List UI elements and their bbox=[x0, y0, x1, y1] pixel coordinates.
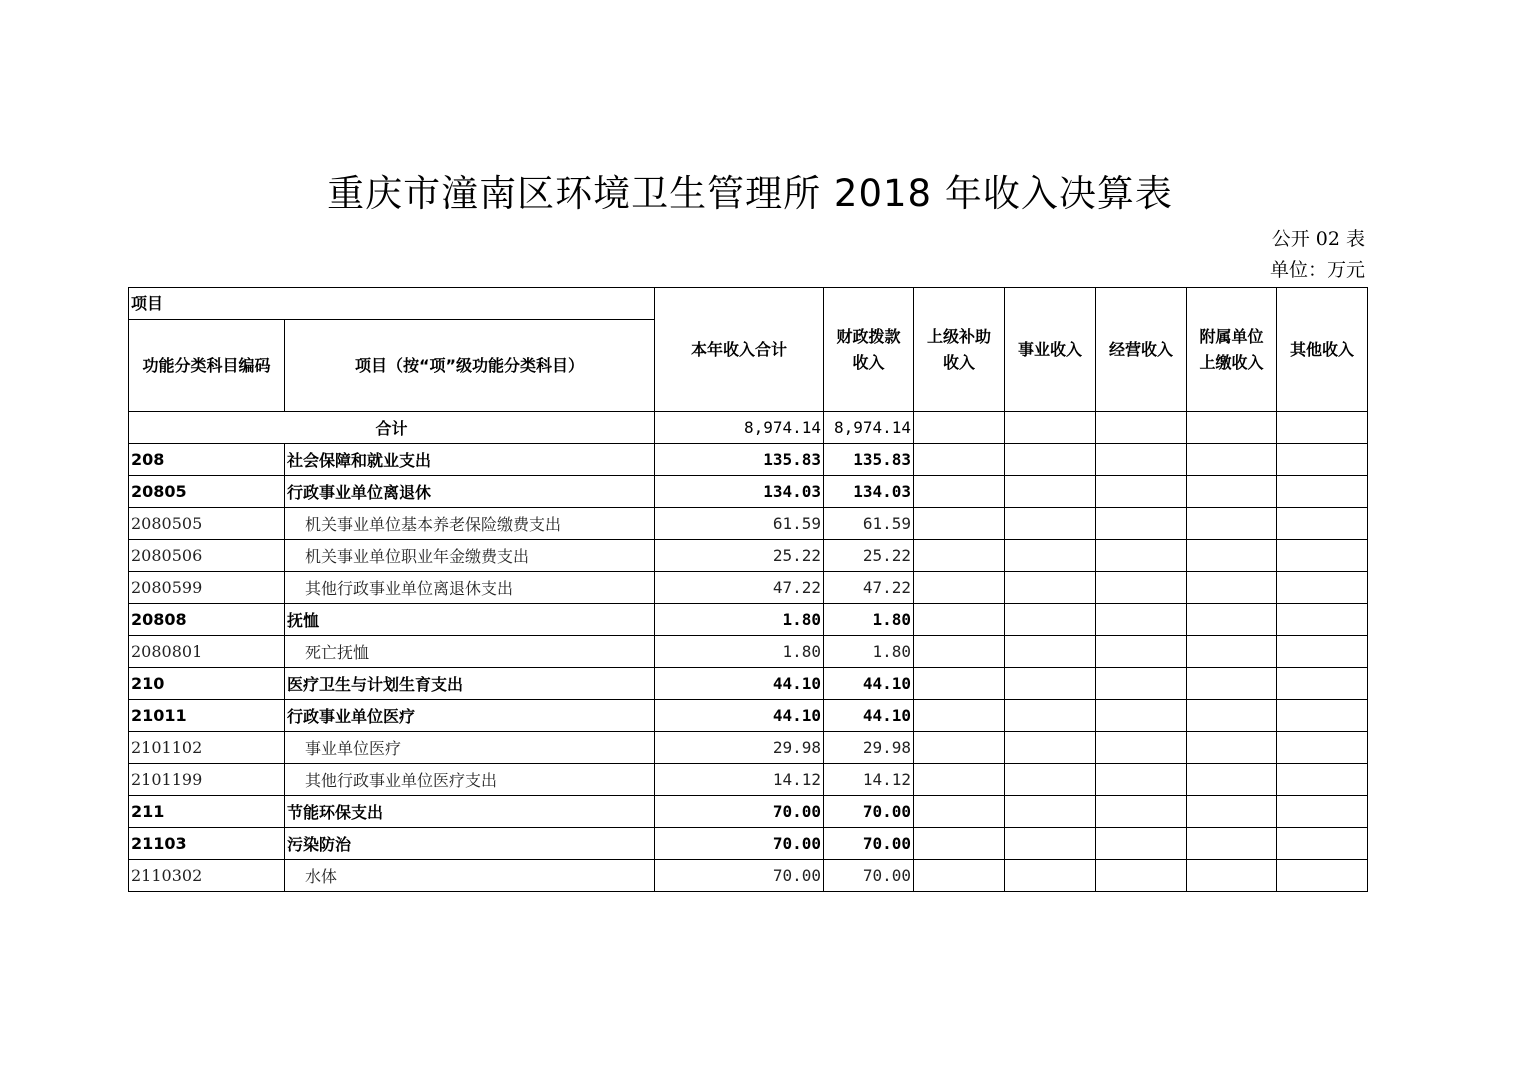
row-total-income: 1.80 bbox=[655, 604, 824, 636]
empty-cell bbox=[1187, 700, 1277, 732]
row-total-income: 14.12 bbox=[655, 764, 824, 796]
header-affiliated-line2: 上缴收入 bbox=[1199, 352, 1264, 372]
table-row bbox=[129, 444, 1368, 476]
row-fiscal: 135.83 bbox=[824, 444, 914, 476]
empty-cell bbox=[1096, 668, 1187, 700]
row-fiscal: 70.00 bbox=[824, 828, 914, 860]
row-fiscal: 1.80 bbox=[824, 604, 914, 636]
empty-cell bbox=[1096, 764, 1187, 796]
row-total-income: 29.98 bbox=[655, 732, 824, 764]
empty-cell bbox=[1277, 540, 1368, 572]
table-row bbox=[129, 700, 1368, 732]
empty-cell bbox=[1187, 444, 1277, 476]
table-row bbox=[129, 508, 1368, 540]
row-fiscal: 61.59 bbox=[824, 508, 914, 540]
row-name: 其他行政事业单位医疗支出 bbox=[285, 764, 655, 796]
empty-cell bbox=[1187, 604, 1277, 636]
row-total-income: 70.00 bbox=[655, 860, 824, 892]
empty-cell bbox=[1277, 732, 1368, 764]
header-upper-line1: 上级补助 bbox=[927, 326, 992, 346]
empty-cell bbox=[1187, 540, 1277, 572]
row-name: 社会保障和就业支出 bbox=[285, 444, 655, 476]
row-total-income: 61.59 bbox=[655, 508, 824, 540]
row-fiscal: 44.10 bbox=[824, 700, 914, 732]
empty-cell bbox=[1005, 604, 1096, 636]
row-total-income: 70.00 bbox=[655, 828, 824, 860]
header-business: 事业收入 bbox=[1005, 288, 1096, 412]
empty-cell bbox=[1096, 636, 1187, 668]
total-fiscal-value: 8,974.14 bbox=[824, 412, 914, 444]
empty-cell bbox=[1096, 828, 1187, 860]
empty-cell bbox=[1277, 508, 1368, 540]
empty-cell bbox=[914, 412, 1005, 444]
empty-cell bbox=[914, 764, 1005, 796]
empty-cell bbox=[1005, 572, 1096, 604]
empty-cell bbox=[1277, 764, 1368, 796]
row-code: 20805 bbox=[129, 476, 285, 508]
row-name: 医疗卫生与计划生育支出 bbox=[285, 668, 655, 700]
empty-cell bbox=[914, 828, 1005, 860]
row-fiscal: 14.12 bbox=[824, 764, 914, 796]
row-total-income: 134.03 bbox=[655, 476, 824, 508]
empty-cell bbox=[914, 700, 1005, 732]
empty-cell bbox=[1277, 476, 1368, 508]
empty-cell bbox=[914, 444, 1005, 476]
empty-cell bbox=[1096, 412, 1187, 444]
row-fiscal: 70.00 bbox=[824, 860, 914, 892]
empty-cell bbox=[1187, 796, 1277, 828]
empty-cell bbox=[1277, 412, 1368, 444]
empty-cell bbox=[1277, 604, 1368, 636]
empty-cell bbox=[1096, 604, 1187, 636]
row-fiscal: 29.98 bbox=[824, 732, 914, 764]
empty-cell bbox=[1277, 668, 1368, 700]
row-code: 2101199 bbox=[129, 764, 285, 796]
row-name: 污染防治 bbox=[285, 828, 655, 860]
empty-cell bbox=[1005, 796, 1096, 828]
empty-cell bbox=[1005, 636, 1096, 668]
empty-cell bbox=[1005, 412, 1096, 444]
row-name: 抚恤 bbox=[285, 604, 655, 636]
header-fiscal bbox=[824, 288, 914, 412]
row-code: 2080506 bbox=[129, 540, 285, 572]
row-name: 节能环保支出 bbox=[285, 796, 655, 828]
empty-cell bbox=[1096, 860, 1187, 892]
empty-cell bbox=[1096, 540, 1187, 572]
empty-cell bbox=[914, 572, 1005, 604]
row-total-income: 70.00 bbox=[655, 796, 824, 828]
table-row bbox=[129, 540, 1368, 572]
table-row bbox=[129, 828, 1368, 860]
row-code: 21103 bbox=[129, 828, 285, 860]
table-row bbox=[129, 860, 1368, 892]
row-total-income: 47.22 bbox=[655, 572, 824, 604]
header-operating: 经营收入 bbox=[1096, 288, 1187, 412]
empty-cell bbox=[1005, 700, 1096, 732]
header-total-income: 本年收入合计 bbox=[655, 288, 824, 412]
row-name: 死亡抚恤 bbox=[285, 636, 655, 668]
row-name: 水体 bbox=[285, 860, 655, 892]
table-row bbox=[129, 796, 1368, 828]
empty-cell bbox=[1005, 540, 1096, 572]
empty-cell bbox=[1005, 668, 1096, 700]
empty-cell bbox=[1187, 860, 1277, 892]
row-code: 2080801 bbox=[129, 636, 285, 668]
empty-cell bbox=[914, 732, 1005, 764]
header-fiscal-line1: 财政拨款 bbox=[836, 326, 901, 346]
row-code: 210 bbox=[129, 668, 285, 700]
row-code: 20808 bbox=[129, 604, 285, 636]
empty-cell bbox=[1187, 476, 1277, 508]
row-fiscal: 44.10 bbox=[824, 668, 914, 700]
row-name: 行政事业单位离退休 bbox=[285, 476, 655, 508]
table-row bbox=[129, 732, 1368, 764]
row-code: 211 bbox=[129, 796, 285, 828]
header-upper bbox=[914, 288, 1005, 412]
row-name: 其他行政事业单位离退休支出 bbox=[285, 572, 655, 604]
empty-cell bbox=[1096, 796, 1187, 828]
empty-cell bbox=[1187, 732, 1277, 764]
empty-cell bbox=[1096, 476, 1187, 508]
empty-cell bbox=[1187, 764, 1277, 796]
row-total-income: 25.22 bbox=[655, 540, 824, 572]
total-row bbox=[129, 412, 1368, 444]
total-income-value: 8,974.14 bbox=[655, 412, 824, 444]
row-name: 机关事业单位职业年金缴费支出 bbox=[285, 540, 655, 572]
header-upper-line2: 收入 bbox=[943, 352, 976, 372]
row-fiscal: 47.22 bbox=[824, 572, 914, 604]
empty-cell bbox=[1096, 508, 1187, 540]
empty-cell bbox=[1187, 636, 1277, 668]
header-affiliated bbox=[1187, 288, 1277, 412]
empty-cell bbox=[914, 540, 1005, 572]
empty-cell bbox=[1277, 700, 1368, 732]
header-fiscal-line2: 收入 bbox=[852, 352, 885, 372]
empty-cell bbox=[1005, 828, 1096, 860]
header-affiliated-line1: 附属单位 bbox=[1199, 326, 1264, 346]
unit-label: 单位：万元 bbox=[1269, 259, 1365, 281]
row-name: 行政事业单位医疗 bbox=[285, 700, 655, 732]
empty-cell bbox=[1277, 444, 1368, 476]
row-code: 2110302 bbox=[129, 860, 285, 892]
empty-cell bbox=[1005, 860, 1096, 892]
empty-cell bbox=[1277, 828, 1368, 860]
empty-cell bbox=[914, 508, 1005, 540]
row-total-income: 135.83 bbox=[655, 444, 824, 476]
row-total-income: 44.10 bbox=[655, 700, 824, 732]
empty-cell bbox=[1005, 732, 1096, 764]
header-code: 功能分类科目编码 bbox=[129, 320, 285, 412]
empty-cell bbox=[914, 476, 1005, 508]
row-code: 21011 bbox=[129, 700, 285, 732]
row-code: 2080599 bbox=[129, 572, 285, 604]
table-row bbox=[129, 764, 1368, 796]
empty-cell bbox=[1187, 508, 1277, 540]
table-row bbox=[129, 636, 1368, 668]
empty-cell bbox=[1005, 764, 1096, 796]
total-label: 合计 bbox=[129, 412, 655, 444]
header-project: 项目 bbox=[129, 288, 655, 320]
table-row bbox=[129, 476, 1368, 508]
empty-cell bbox=[1277, 572, 1368, 604]
row-total-income: 1.80 bbox=[655, 636, 824, 668]
empty-cell bbox=[914, 860, 1005, 892]
row-code: 2101102 bbox=[129, 732, 285, 764]
empty-cell bbox=[1096, 700, 1187, 732]
empty-cell bbox=[1187, 828, 1277, 860]
row-fiscal: 70.00 bbox=[824, 796, 914, 828]
empty-cell bbox=[1277, 796, 1368, 828]
empty-cell bbox=[1187, 572, 1277, 604]
empty-cell bbox=[1277, 636, 1368, 668]
empty-cell bbox=[914, 604, 1005, 636]
empty-cell bbox=[914, 668, 1005, 700]
empty-cell bbox=[1096, 732, 1187, 764]
table-row bbox=[129, 572, 1368, 604]
table-row bbox=[129, 668, 1368, 700]
row-total-income: 44.10 bbox=[655, 668, 824, 700]
row-fiscal: 134.03 bbox=[824, 476, 914, 508]
form-id: 公开 02 表 bbox=[1271, 228, 1365, 250]
row-code: 208 bbox=[129, 444, 285, 476]
header-name: 项目（按“项”级功能分类科目） bbox=[285, 320, 655, 412]
empty-cell bbox=[1005, 444, 1096, 476]
empty-cell bbox=[1277, 860, 1368, 892]
page-title: 重庆市潼南区环境卫生管理所 2018 年收入决算表 bbox=[327, 172, 1173, 215]
empty-cell bbox=[1096, 572, 1187, 604]
empty-cell bbox=[1187, 668, 1277, 700]
empty-cell bbox=[1005, 476, 1096, 508]
row-fiscal: 1.80 bbox=[824, 636, 914, 668]
income-table bbox=[128, 287, 1368, 892]
empty-cell bbox=[914, 636, 1005, 668]
row-name: 机关事业单位基本养老保险缴费支出 bbox=[285, 508, 655, 540]
empty-cell bbox=[1005, 508, 1096, 540]
empty-cell bbox=[914, 796, 1005, 828]
row-name: 事业单位医疗 bbox=[285, 732, 655, 764]
empty-cell bbox=[1187, 412, 1277, 444]
row-code: 2080505 bbox=[129, 508, 285, 540]
header-other: 其他收入 bbox=[1277, 288, 1368, 412]
empty-cell bbox=[1096, 444, 1187, 476]
table-row bbox=[129, 604, 1368, 636]
row-fiscal: 25.22 bbox=[824, 540, 914, 572]
